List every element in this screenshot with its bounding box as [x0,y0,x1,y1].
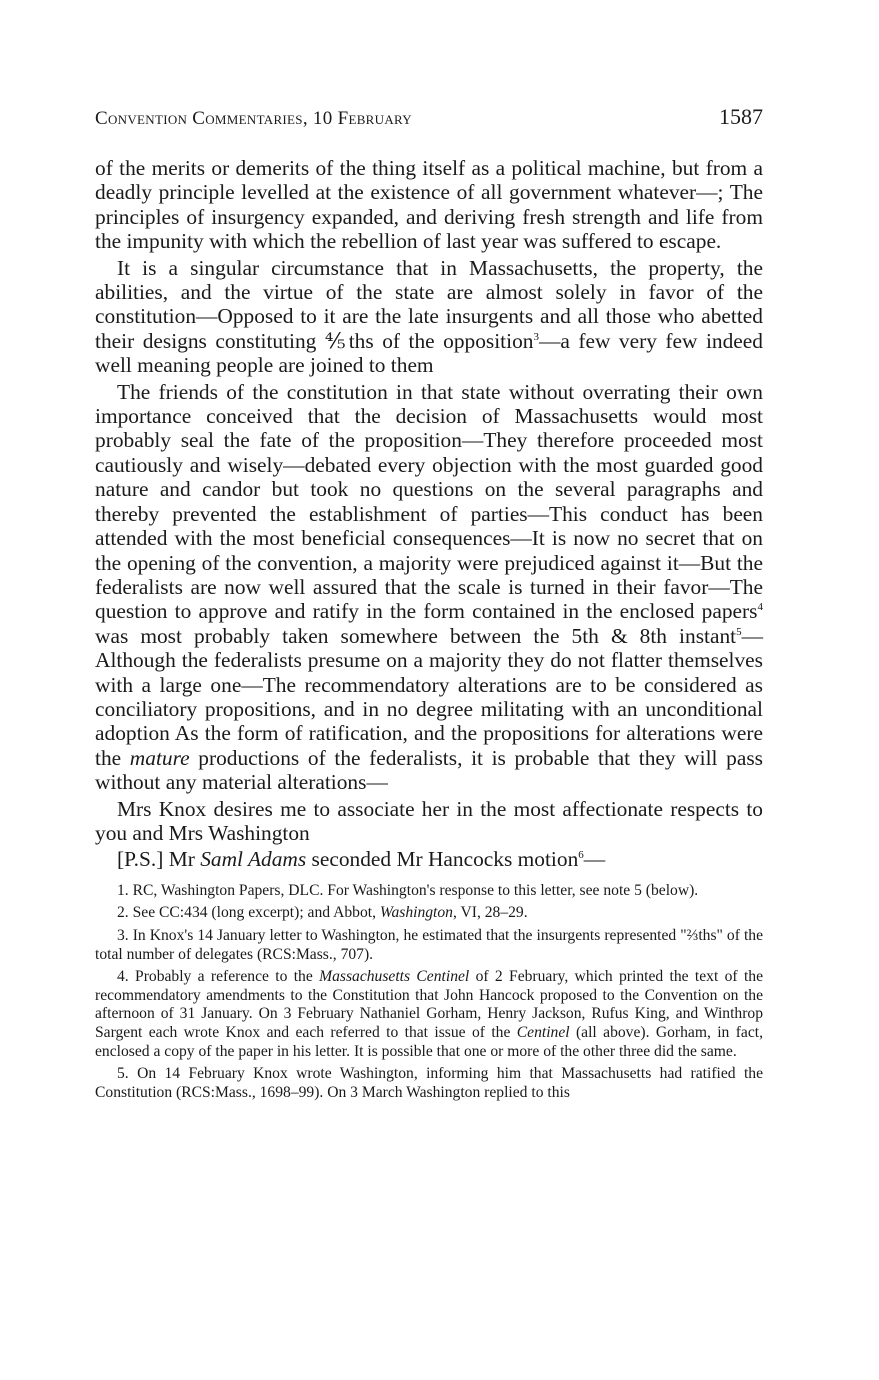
footnote-text: 2. See CC:434 (long excerpt); and Abbot, [117,904,380,922]
footnote-ref: 5 [736,625,742,638]
emphasis: mature [129,745,190,770]
paragraph-text: —Although the federalists presume on a majority they do not flatter themselves with a large one—The recommendatory alterations are to be considered as conciliatory propositions, and in no degree militating with an unconditional adoption As the form of ratification, and the propositions for alterations were the [95,623,763,770]
paragraph-1 [95,156,763,254]
footnote-ref: 3 [533,330,539,343]
footnote-3 [95,927,763,964]
footnote-text: (all above). Gorham, in fact, enclosed a copy of the paper in his letter. It is possible that one or more of the other three did the same. [95,1023,763,1060]
footnote-text: 4. Probably a reference to the [117,968,320,986]
emphasis: Centinel [516,1023,570,1041]
postscript [95,847,763,871]
footnote-2 [95,904,763,923]
document-page [95,104,763,1106]
letter-body [95,156,763,872]
footnote-text: 3. In Knox's 14 January letter to Washington, he estimated that the insurgents represented "⅔ths" of the total number of delegates (RCS:Mass., 707). [95,926,763,963]
footnote-text: of 2 February, which printed the text of the recommendatory amendments to the Constitution that John Hancock proposed to the Convention on the afternoon of 31 January. On 3 February Nathaniel Gorham, Henry Jackson, Rufus King, and Winthrop Sargent each wrote Knox and each referred to that issue of the [95,968,763,1041]
footnote-text: 5. On 14 February Knox wrote Washington, informing him that Massachusetts had ratified the Constitution (RCS:Mass., 1698–99). On 3 March Washington replied to this [95,1065,763,1101]
footnote-text: , VI, 28–29. [452,904,528,922]
emphasis: Massachusetts Centinel [319,968,470,986]
footnotes [95,882,763,1103]
paragraph-2 [95,256,763,378]
running-head [95,104,763,138]
paragraph-3 [95,380,763,795]
running-head-title: Convention Commentaries, 10 February [95,108,412,129]
page-number: 1587 [719,104,763,129]
paragraph-4 [95,797,763,846]
footnote-ref: 6 [578,849,584,862]
paragraph-text: productions of the federalists, it is probable that they will pass without any material alterations— [95,745,763,795]
footnote-5 [95,1065,763,1102]
paragraph-text: was most probably taken somewhere between the 5th & 8th instant [95,623,737,648]
footnote-1 [95,882,763,901]
footnote-text: 1. RC, Washington Papers, DLC. For Washington's response to this letter, see note 5 (below). [117,881,699,899]
paragraph-text: [P.S.] Mr [117,847,201,872]
paragraph-text: — [583,847,606,872]
paragraph-text: of the merits or demerits of the thing itself as a political machine, but from a deadly principle levelled at the existence of all government whatever—; The principles of insurgency expanded, and deriving fresh strength and life from the impunity with which the rebellion of last year was suffered to escape. [95,156,763,254]
paragraph-text: Mrs Knox desires me to associate her in the most affectionate respects to you and Mrs Washington [95,796,763,845]
emphasis: Washington [379,904,453,922]
paragraph-text: It is a singular circumstance that in Massachusetts, the property, the abilities, and the virtue of the state are almost solely in favor of the constitution—Opposed to it are the late insurgents and all those who abetted their designs constituting ⅘ths of the opposition [95,255,763,353]
paragraph-text: The friends of the constitution in that state without overrating their own importance conceived that the decision of Massachusetts would most probably seal the fate of the proposition—They therefore proceeded most cautiously and wisely—debated every objection with the most guarded good nature and candor but took no questions on the several paragraphs and thereby prevented the establishment of parties—This conduct has been attended with the most beneficial consequences—It is now no secret that on the opening of the convention, a majority were prejudiced against it—But the federalists are now well assured that the scale is turned in their favor—The question to approve and ratify in the form contained in the enclosed papers [95,379,763,624]
paragraph-text: —a few very few indeed well meaning people are joined to them [95,328,763,378]
footnote-ref: 4 [757,601,763,614]
footnote-4 [95,968,763,1061]
emphasis: Saml Adams [200,847,307,872]
paragraph-text: seconded Mr Hancocks motion [306,847,579,872]
